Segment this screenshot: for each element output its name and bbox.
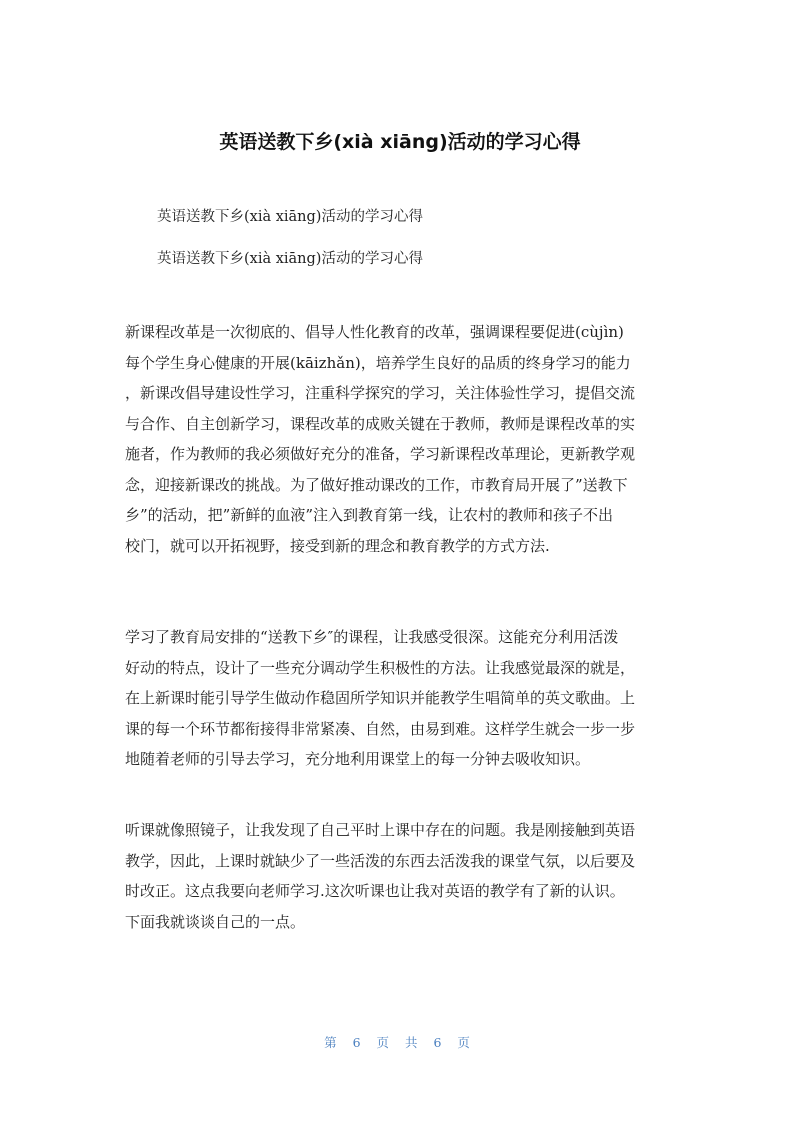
paragraph-line: 新课程改革是一次彻底的、倡导人性化教育的改革，强调课程要促进(cùjìn) bbox=[125, 323, 624, 341]
page-title: 英语送教下乡(xià xiāng)活动的学习心得 bbox=[219, 131, 581, 153]
paragraph-line: 在上新课时能引导学生做动作稳固所学知识并能教学生唱简单的英文歌曲。上 bbox=[125, 689, 636, 707]
paragraph-line: 施者，作为教师的我必须做好充分的准备，学习新课程改革理论，更新教学观 bbox=[125, 445, 636, 463]
page-number-footer: 第 6 页 共 6 页 bbox=[324, 1035, 476, 1050]
paragraph-line: 教学，因此，上课时就缺少了一些活泼的东西去活泼我的课堂气氛，以后要及 bbox=[125, 851, 636, 870]
paragraph-line: 时改正。这点我要向老师学习.这次听课也让我对英语的教学有了新的认识。 bbox=[125, 882, 625, 900]
paragraph-line: 下面我就谈谈自己的一点。 bbox=[125, 912, 306, 931]
paragraph-line: 校门，就可以开拓视野，接受到新的理念和教育教学的方式方法. bbox=[125, 536, 550, 555]
paragraph-line: 学习了教育局安排的“送教下乡″的课程，让我感受很深。这能充分利用活泼 bbox=[125, 628, 619, 646]
paragraph-2 bbox=[125, 622, 673, 775]
paragraph-line: 好动的特点，设计了一些充分调动学生积极性的方法。让我感觉最深的就是， bbox=[125, 658, 636, 677]
paragraph-line: 听课就像照镜子，让我发现了自己平时上课中存在的问题。我是刚接触到英语 bbox=[125, 821, 636, 839]
paragraph-line: 课的每一个环节都衔接得非常紧凑、自然，由易到难。这样学生就会一步一步 bbox=[125, 719, 636, 738]
paragraph-3 bbox=[125, 815, 673, 937]
subtitle-line-2: 英语送教下乡(xià xiāng)活动的学习心得 bbox=[157, 251, 423, 267]
paragraph-line: 乡”的活动，把”新鲜的血液”注入到教育第一线，让农村的教师和孩子不出 bbox=[125, 506, 614, 524]
paragraph-line: 每个学生身心健康的开展(kāizhǎn)，培养学生良好的品质的终身学习的能力 bbox=[125, 353, 631, 372]
paragraph-line: 与合作、自主创新学习，课程改革的成败关键在于教师，教师是课程改革的实 bbox=[125, 414, 636, 433]
paragraph-line: ，新课改倡导建设性学习，注重科学探究的学习，关注体验性学习，提倡交流 bbox=[125, 384, 636, 402]
paragraph-1 bbox=[125, 317, 673, 561]
subtitle-line-1: 英语送教下乡(xià xiāng)活动的学习心得 bbox=[157, 209, 423, 225]
paragraph-line: 地随着老师的引导去学习，充分地利用课堂上的每一分钟去吸收知识。 bbox=[125, 750, 591, 768]
paragraph-line: 念，迎接新课改的挑战。为了做好推动课改的工作，市教育局开展了”送教下 bbox=[125, 475, 628, 494]
